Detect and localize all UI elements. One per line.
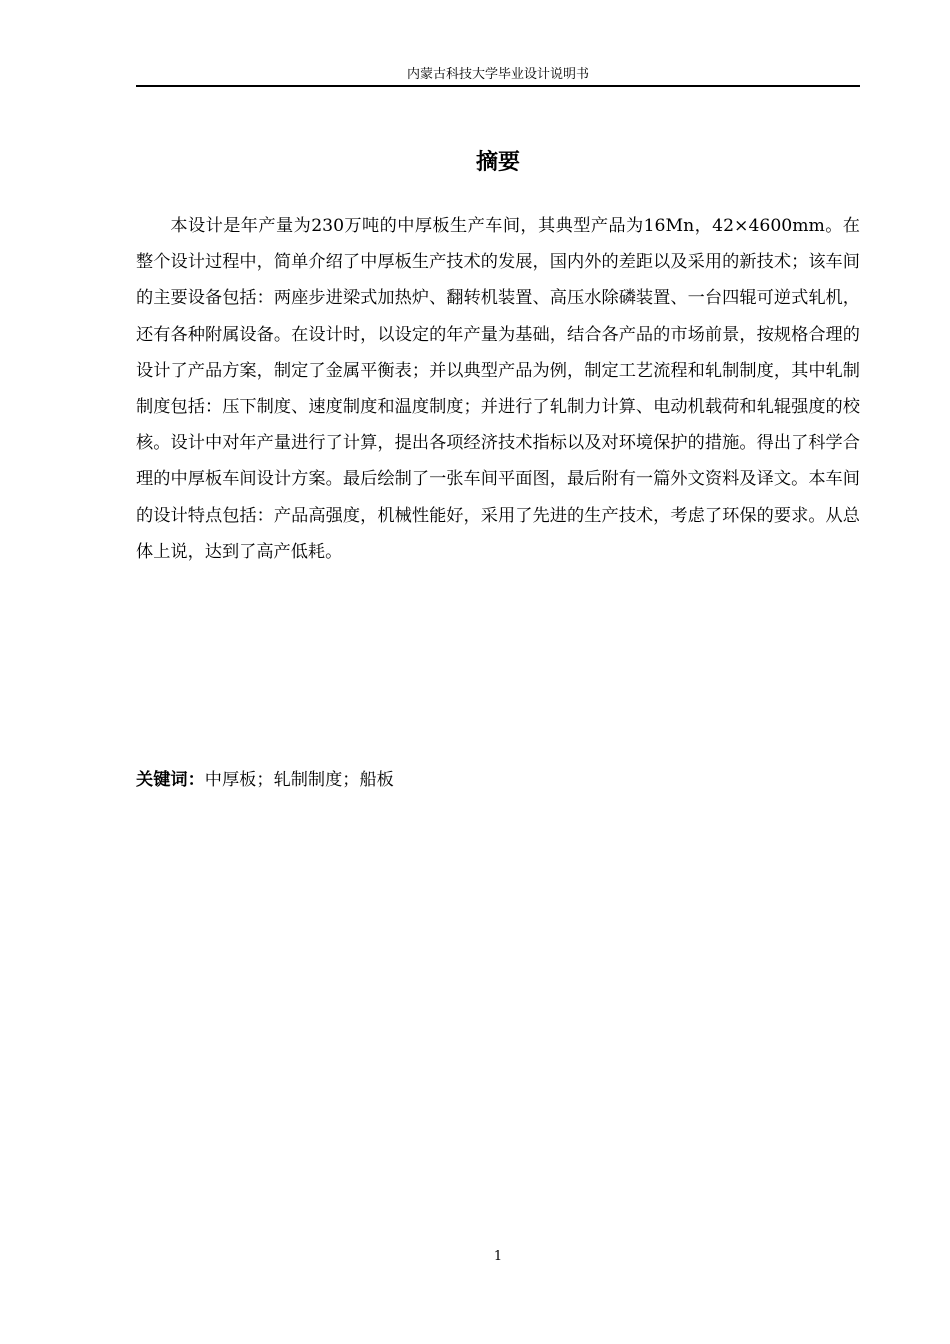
running-header: 内蒙古科技大学毕业设计说明书 <box>406 67 589 82</box>
keywords-value: 中厚板；轧制制度；船板 <box>204 770 394 790</box>
header-rule <box>136 85 860 87</box>
abstract-title: 摘要 <box>475 150 520 175</box>
abstract-paragraph: 本设计是年产量为230万吨的中厚板生产车间，其典型产品为16Mn，42×4600mm。在整个设计过程中，简单介绍了中厚板生产技术的发展，国内外的差距以及采用的新技术；该车间的主要设备包括：两座步进梁式加热炉、翻转机装置、高压水除磷装置、一台四辊可逆式轧机，还有各种附属设备。在设计时，以设定的年产量为基础，结合各产品的市场前景，按规格合理的设计了产品方案，制定了金属平衡表；并以典型产品为例，制定工艺流程和轧制制度，其中轧制制度包括：压下制度、速度制度和温度制度；并进行了轧制力计算、电动机载荷和轧辊强度的校核。设计中对年产量进行了计算，提出各项经济技术指标以及对环境保护的措施。得出了科学合理的中厚板车间设计方案。最后绘制了一张车间平面图，最后附有一篇外文资料及译文。本车间的设计特点包括：产品高强度，机械性能好，采用了先进的生产技术，考虑了环保的要求。从总体上说，达到了高产低耗。 <box>136 216 860 562</box>
page-number: 1 <box>493 1249 503 1264</box>
keywords-line <box>136 764 860 796</box>
keywords-label: 关键词： <box>136 770 205 790</box>
abstract-body <box>136 208 860 570</box>
